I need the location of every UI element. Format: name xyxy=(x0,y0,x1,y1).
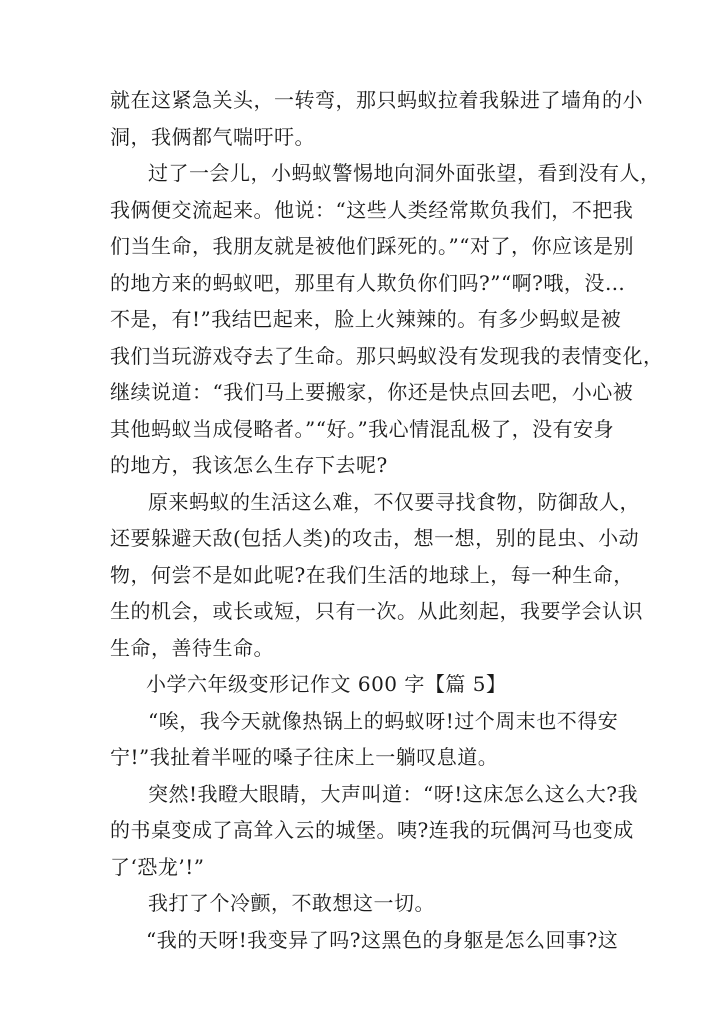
text-line: 不是，有!”我结巴起来，脸上火辣辣的。有多少蚂蚁是被 xyxy=(110,307,622,331)
text-line: 继续说道：“我们马上要搬家，你还是快点回去吧，小心被 xyxy=(110,380,634,404)
text-line: 的地方来的蚂蚁吧，那里有人欺负你们吗?”“啊?哦，没… xyxy=(110,270,626,295)
paragraph-start-line: “我的天呀!我变异了吗?这黑色的身躯是怎么回事?这 xyxy=(146,927,619,952)
text-line: 就在这紧急关头，一转弯，那只蚂蚁拉着我躲进了墙角的小 xyxy=(110,88,643,112)
text-line: 生的机会，或长或短，只有一次。从此刻起，我要学会认识 xyxy=(110,599,643,623)
text-line: 们当生命，我朋友就是被他们踩死的。”“对了，你应该是别 xyxy=(110,234,634,258)
paragraph-start-line: 突然!我瞪大眼睛，大声叫道：“呀!这床怎么这么大?我 xyxy=(148,781,639,806)
text-line: 洞，我俩都气喘吁吁。 xyxy=(110,124,315,149)
text-line: 我们当玩游戏夺去了生命。那只蚂蚁没有发现我的表情变化， xyxy=(110,343,664,368)
section-heading: 小学六年级变形记作文 600 字【篇 5】 xyxy=(146,672,507,696)
text-line: 其他蚂蚁当成侵略者。”“好。”我心情混乱极了，没有安身 xyxy=(110,416,615,441)
text-line: 宁!”我扯着半哑的嗓子往床上一躺叹息道。 xyxy=(110,745,499,769)
text-line: 的书桌变成了高耸入云的城堡。咦?连我的玩偶河马也变成 xyxy=(110,818,634,842)
paragraph-start-line: “唉，我今天就像热锅上的蚂蚁呀!过个周末也不得安 xyxy=(148,708,619,733)
text-line: 的地方，我该怎么生存下去呢? xyxy=(110,453,388,477)
text-line: 了‘恐龙’!” xyxy=(110,854,205,879)
text-line: 生命，善待生命。 xyxy=(110,635,274,660)
paragraph-start-line: 过了一会儿，小蚂蚁警惕地向洞外面张望，看到没有人， xyxy=(148,161,661,185)
text-line: 我俩便交流起来。他说：“这些人类经常欺负我们，不把我 xyxy=(110,197,634,222)
paragraph-start-line: 原来蚂蚁的生活这么难，不仅要寻找食物，防御敌人， xyxy=(148,489,640,514)
paragraph-start-line: 我打了个冷颤，不敢想这一切。 xyxy=(148,891,435,915)
document-body xyxy=(110,82,664,958)
text-line: 物，何尝不是如此呢?在我们生活的地球上，每一种生命， xyxy=(110,562,634,587)
text-line: 还要躲避天敌(包括人类)的攻击，想一想，别的昆虫、小动 xyxy=(110,526,640,550)
